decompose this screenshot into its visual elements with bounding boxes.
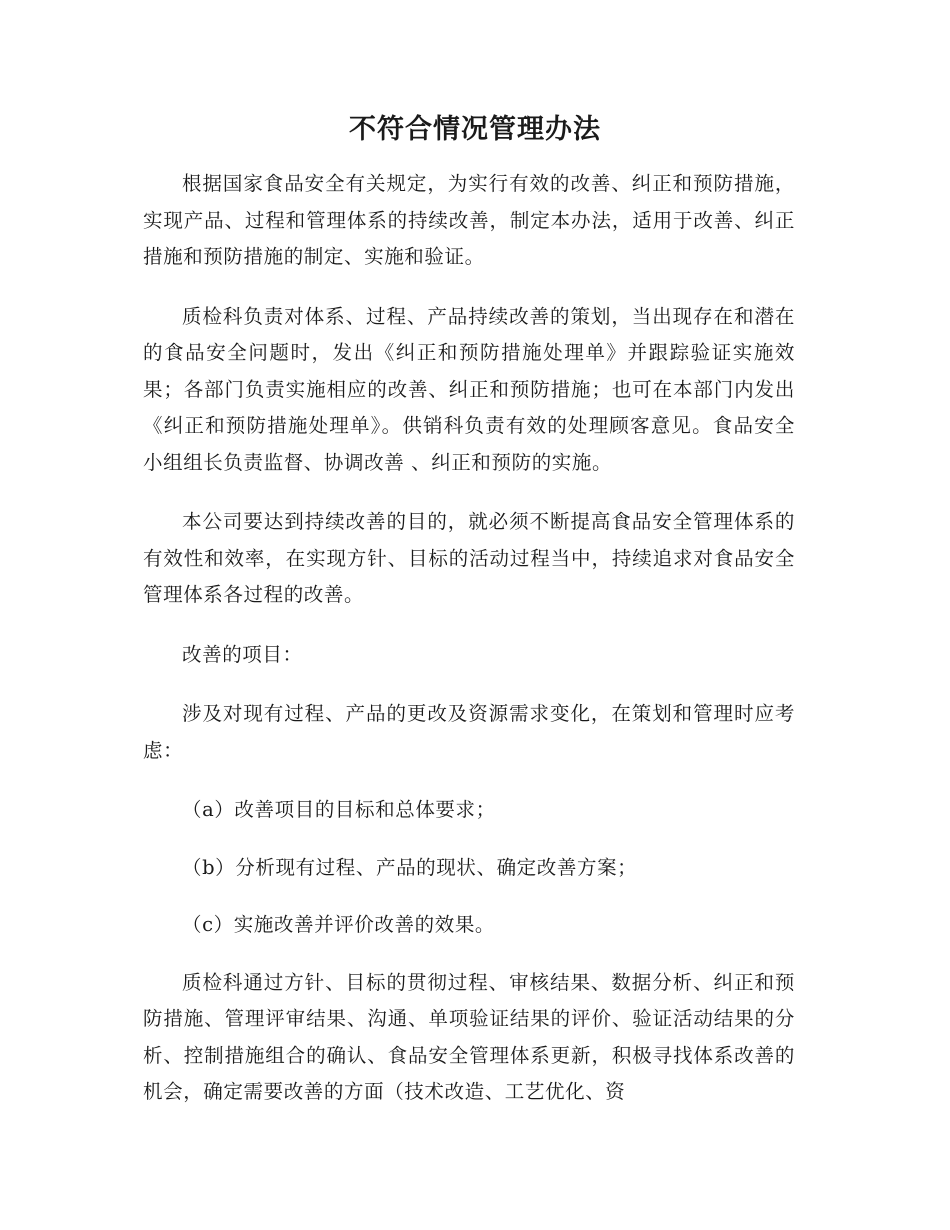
- document-body: [143, 166, 795, 1134]
- paragraph-responsibilities: 质检科负责对体系、过程、产品持续改善的策划，当出现存在和潜在的食品安全问题时，发出《纠正和预防措施处理单》并跟踪验证实施效果；各部门负责实施相应的改善、纠正和预防措施；也可在本部门内发出《纠正和预防措施处理单》。供销科负责有效的处理顾客意见。食品安全小组组长负责监督、协调改善 、纠正和预防的实施。: [143, 304, 795, 474]
- document-title: 不符合情况管理办法: [349, 114, 601, 145]
- paragraph-considerations: 涉及对现有过程、产品的更改及资源需求变化，在策划和管理时应考虑：: [143, 702, 795, 762]
- paragraph-quality-dept-improvement: 质检科通过方针、目标的贯彻过程、审核结果、数据分析、纠正和预防措施、管理评审结果、沟通、单项验证结果的评价、验证活动结果的分析、控制措施组合的确认、食品安全管理体系更新，积极寻找体系改善的机会，确定需要改善的方面（技术改造、工艺优化、资: [143, 970, 795, 1103]
- list-item-a: （a）改善项目的目标和总体要求；: [182, 798, 496, 821]
- list-item-c: （c）实施改善并评价改善的效果。: [182, 913, 496, 936]
- list-item-b: （b）分析现有过程、产品的现状、确定改善方案；: [182, 855, 638, 879]
- paragraph-continuous-improvement: 本公司要达到持续改善的目的，就必须不断提高食品安全管理体系的有效性和效率，在实现方针、目标的活动过程当中，持续追求对食品安全管理体系各过程的改善。: [143, 510, 795, 606]
- paragraph-purpose: 根据国家食品安全有关规定，为实行有效的改善、纠正和预防措施，实现产品、过程和管理体系的持续改善，制定本办法，适用于改善、纠正措施和预防措施的制定、实施和验证。: [143, 172, 795, 268]
- paragraph-improvement-items-heading: 改善的项目：: [182, 642, 303, 666]
